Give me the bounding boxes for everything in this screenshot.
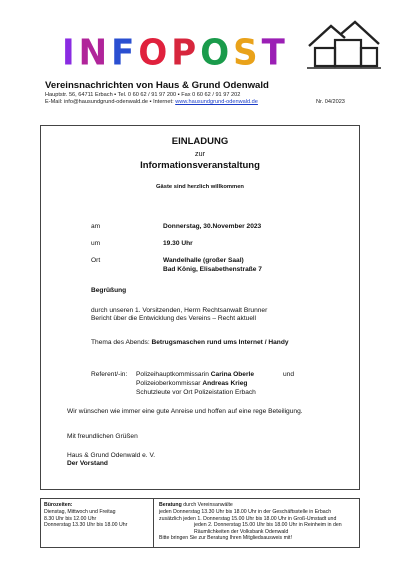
greeting-heading: Begrüßung (91, 287, 127, 294)
website-link[interactable]: www.hausundgrund-odenwald.de (175, 99, 258, 105)
logo-letter: N (78, 32, 111, 74)
closing-wish: Wir wünschen wie immer eine gute Anreise und hoffen auf eine rege Beteiligung. (67, 408, 303, 415)
contact-line (45, 99, 258, 105)
invitation-heading: EINLADUNG (171, 136, 229, 147)
logo-letter: T (261, 32, 288, 74)
sender-board: Der Vorstand (67, 460, 108, 467)
speaker-2-prefix: Polizeioberkommissar (136, 380, 203, 387)
speaker-and: und (283, 371, 295, 378)
office-hours-line-2: 8.30 Uhr bis 12.00 Uhr (44, 515, 97, 522)
advice-line-2: zusätzlich jeden 1. Donnerstag 15.00 Uhr bis 18.00 Uhr in Groß-Umstadt und (159, 515, 337, 522)
speaker-3: Schutzleute vor Ort Polizeistation Erbach (136, 389, 256, 396)
invitation-zur: zur (194, 149, 206, 158)
logo-letter: P (171, 32, 200, 74)
topic-value: Betrugsmaschen rund ums Internet / Handy (151, 339, 289, 346)
logo-letter: O (200, 32, 233, 74)
advice-heading (159, 502, 233, 509)
office-hours-line-3: Donnerstag 13.30 Uhr bis 18.00 Uhr (44, 522, 128, 528)
greeting-line-1: durch unseren 1. Vorsitzenden, Herrn Rechtsanwalt Brunner (91, 307, 268, 314)
topic-line (91, 339, 289, 346)
speaker-2-name: Andreas Krieg (202, 380, 248, 387)
logo-letter: I (62, 32, 78, 74)
speaker-2 (136, 380, 247, 387)
regards: Mit freundlichen Grüßen (67, 433, 138, 440)
speaker-1-name: Carina Oberle (210, 371, 255, 378)
speaker-1 (136, 371, 254, 378)
advice-line-3: jeden 2. Donnerstag 15.00 Uhr bis 18.00 Uhr in Reinheim in den (194, 522, 342, 528)
welcome-note: Gäste sind herzlich willkommen (156, 184, 244, 190)
advice-heading-rest: durch Vereinsanwälte (181, 502, 233, 508)
invitation-subject: Informationsveranstaltung (140, 160, 260, 171)
logo-letter: F (111, 32, 138, 74)
email-text: E-Mail: info@hausundgrund-odenwald.de ▪ Internet: (45, 99, 176, 105)
place-label: Ort (91, 257, 101, 264)
date-label: am (91, 223, 101, 230)
date-value: Donnerstag, 30.November 2023 (163, 223, 262, 230)
logo-letter: O (138, 32, 171, 74)
speaker-1-prefix: Polizeihauptkommissarin (136, 371, 211, 378)
place-line-1: Wandelhalle (großer Saal) (163, 257, 244, 264)
speakers-label: Referent/-in: (91, 371, 128, 378)
issue-number: Nr. 04/2023 (316, 99, 345, 105)
topic-prefix: Thema des Abends: (91, 339, 152, 346)
invitation-box (40, 125, 360, 490)
advice-heading-bold: Beratung (159, 502, 182, 508)
footer-divider (153, 499, 154, 547)
logo-letter: S (233, 32, 261, 74)
organization-title: Vereinsnachrichten von Haus & Grund Odenwald (45, 80, 269, 91)
footer-info-box (40, 498, 360, 548)
address-line: Hauptstr. 56, 64711 Erbach ▪ Tel. 0 60 62 / 91 97 200 ▪ Fax 0 60 62 / 91 97 202 (45, 92, 241, 98)
sender-org: Haus & Grund Odenwald e. V. (67, 452, 156, 459)
time-label: um (91, 240, 101, 247)
advice-line-5: Bitte bringen Sie zur Beratung Ihren Mitgliedsausweis mit! (159, 535, 292, 541)
office-hours-heading: Bürozeiten: (44, 502, 73, 508)
office-hours-line-1: Dienstag, Mittwoch und Freitag (44, 509, 116, 515)
time-value: 19.30 Uhr (163, 240, 193, 247)
house-logo-icon (305, 18, 383, 74)
greeting-line-2: Bericht über die Entwicklung des Vereins – Recht aktuell (91, 315, 256, 322)
infopost-logo (62, 30, 288, 74)
advice-line-4: Räumlichkeiten der Volksbank Odenwald (194, 528, 289, 535)
place-line-2: Bad König, Elisabethenstraße 7 (163, 266, 262, 273)
advice-line-1: jeden Donnerstag 13.30 Uhr bis 18.00 Uhr in der Geschäftsstelle in Erbach (159, 509, 332, 515)
